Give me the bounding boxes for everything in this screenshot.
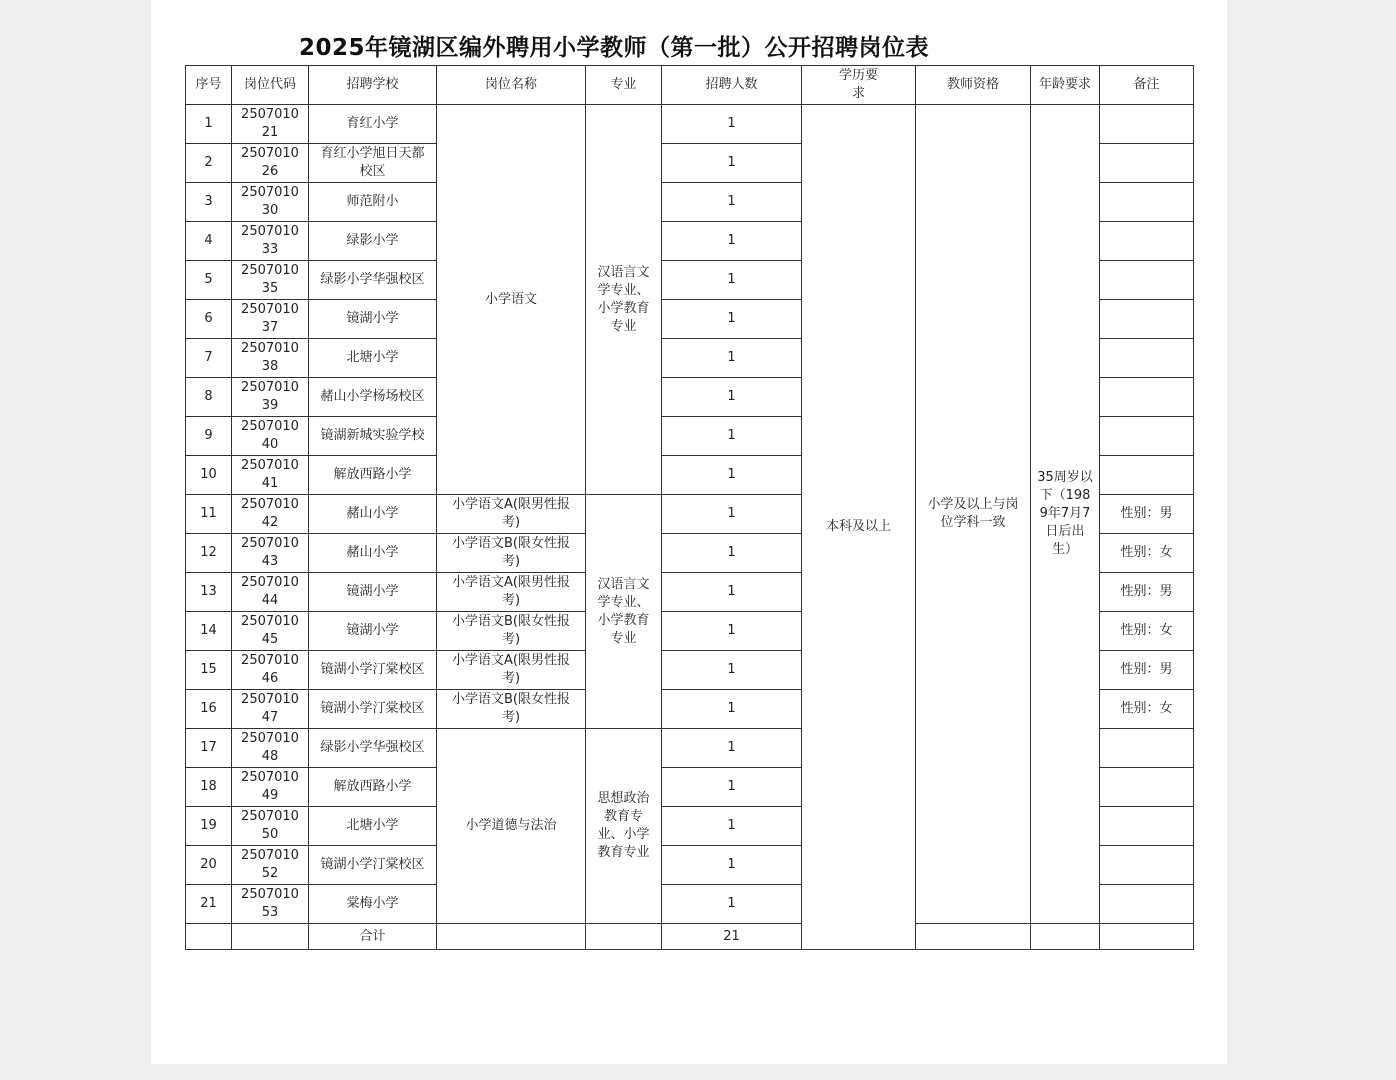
cell-count: 1: [662, 222, 802, 261]
total-label: 合计: [309, 924, 437, 950]
cell-note: [1100, 183, 1194, 222]
cell-note: [1100, 456, 1194, 495]
cell-position-group: 小学语文: [437, 105, 586, 495]
cell-count: 1: [662, 261, 802, 300]
cell-school: 育红小学旭日天都校区: [309, 144, 437, 183]
cell-code: 250701050: [232, 807, 309, 846]
header-education: 学历要求: [802, 66, 916, 105]
cell-note: 性别：男: [1100, 573, 1194, 612]
cell-index: 15: [186, 651, 232, 690]
cell-count: 1: [662, 690, 802, 729]
page-title: 2025年镜湖区编外聘用小学教师（第一批）公开招聘岗位表: [298, 35, 929, 61]
cell-school: 师范附小: [309, 183, 437, 222]
cell-school: 育红小学: [309, 105, 437, 144]
cell-count: 1: [662, 417, 802, 456]
cell-major-group: 汉语言文学专业、小学教育专业: [586, 495, 662, 729]
cell-major-group: 汉语言文学专业、小学教育专业: [586, 105, 662, 495]
header-note: 备注: [1100, 66, 1194, 105]
cell-school: 北塘小学: [309, 807, 437, 846]
cell-code: 250701048: [232, 729, 309, 768]
cell-count: 1: [662, 534, 802, 573]
table-body: [186, 105, 1194, 950]
cell-position: 小学语文B(限女性报考): [437, 534, 586, 573]
cell-education: 本科及以上: [802, 105, 916, 950]
header-school: 招聘学校: [309, 66, 437, 105]
cell-school: 赭山小学: [309, 495, 437, 534]
cell-code: 250701047: [232, 690, 309, 729]
total-empty-qualification: [916, 924, 1031, 950]
header-qualification: 教师资格: [916, 66, 1031, 105]
header-count: 招聘人数: [662, 66, 802, 105]
cell-school: 解放西路小学: [309, 456, 437, 495]
recruitment-table: [185, 65, 1194, 950]
cell-school: 赭山小学: [309, 534, 437, 573]
cell-position-group: 小学道德与法治: [437, 729, 586, 924]
cell-count: 1: [662, 768, 802, 807]
cell-code: 250701044: [232, 573, 309, 612]
cell-count: 1: [662, 846, 802, 885]
cell-index: 7: [186, 339, 232, 378]
cell-count: 1: [662, 300, 802, 339]
cell-note: [1100, 261, 1194, 300]
cell-school: 镜湖小学: [309, 573, 437, 612]
cell-count: 1: [662, 456, 802, 495]
cell-count: 1: [662, 144, 802, 183]
cell-note: [1100, 144, 1194, 183]
header-major: 专业: [586, 66, 662, 105]
cell-note: 性别：女: [1100, 612, 1194, 651]
cell-code: 250701042: [232, 495, 309, 534]
cell-count: 1: [662, 651, 802, 690]
cell-note: [1100, 807, 1194, 846]
cell-note: 性别：女: [1100, 534, 1194, 573]
cell-code: 250701026: [232, 144, 309, 183]
cell-code: 250701040: [232, 417, 309, 456]
cell-school: 解放西路小学: [309, 768, 437, 807]
cell-count: 1: [662, 339, 802, 378]
cell-age: 35周岁以下（1989年7月7日后出生）: [1031, 105, 1100, 924]
cell-index: 10: [186, 456, 232, 495]
cell-position: 小学语文A(限男性报考): [437, 651, 586, 690]
cell-school: 绿影小学: [309, 222, 437, 261]
table-row: [186, 105, 1194, 144]
cell-index: 3: [186, 183, 232, 222]
cell-count: 1: [662, 885, 802, 924]
cell-index: 17: [186, 729, 232, 768]
cell-count: 1: [662, 807, 802, 846]
cell-count: 1: [662, 183, 802, 222]
cell-count: 1: [662, 105, 802, 144]
cell-note: [1100, 768, 1194, 807]
cell-index: 18: [186, 768, 232, 807]
cell-school: 镜湖新城实验学校: [309, 417, 437, 456]
cell-school: 棠梅小学: [309, 885, 437, 924]
total-empty-major: [586, 924, 662, 950]
cell-count: 1: [662, 612, 802, 651]
cell-code: 250701052: [232, 846, 309, 885]
cell-school: 绿影小学华强校区: [309, 729, 437, 768]
cell-count: 1: [662, 729, 802, 768]
cell-code: 250701041: [232, 456, 309, 495]
cell-note: [1100, 417, 1194, 456]
cell-note: 性别：女: [1100, 690, 1194, 729]
cell-note: 性别：男: [1100, 495, 1194, 534]
cell-note: 性别：男: [1100, 651, 1194, 690]
cell-code: 250701043: [232, 534, 309, 573]
cell-school: 镜湖小学: [309, 612, 437, 651]
cell-index: 16: [186, 690, 232, 729]
cell-code: 250701033: [232, 222, 309, 261]
cell-note: [1100, 846, 1194, 885]
cell-code: 250701045: [232, 612, 309, 651]
cell-count: 1: [662, 378, 802, 417]
cell-school: 镜湖小学汀棠校区: [309, 690, 437, 729]
cell-index: 1: [186, 105, 232, 144]
cell-school: 赭山小学杨场校区: [309, 378, 437, 417]
cell-index: 12: [186, 534, 232, 573]
cell-index: 11: [186, 495, 232, 534]
cell-index: 14: [186, 612, 232, 651]
cell-code: 250701030: [232, 183, 309, 222]
cell-position: 小学语文B(限女性报考): [437, 612, 586, 651]
header-row: [186, 66, 1194, 105]
cell-index: 6: [186, 300, 232, 339]
total-empty-index: [186, 924, 232, 950]
cell-position: 小学语文A(限男性报考): [437, 573, 586, 612]
header-age: 年龄要求: [1031, 66, 1100, 105]
cell-position: 小学语文A(限男性报考): [437, 495, 586, 534]
cell-school: 北塘小学: [309, 339, 437, 378]
cell-note: [1100, 105, 1194, 144]
header-code: 岗位代码: [232, 66, 309, 105]
cell-school: 镜湖小学汀棠校区: [309, 651, 437, 690]
cell-index: 5: [186, 261, 232, 300]
cell-index: 13: [186, 573, 232, 612]
cell-school: 镜湖小学: [309, 300, 437, 339]
total-empty-age: [1031, 924, 1100, 950]
cell-index: 19: [186, 807, 232, 846]
cell-note: [1100, 300, 1194, 339]
cell-position: 小学语文B(限女性报考): [437, 690, 586, 729]
cell-school: 绿影小学华强校区: [309, 261, 437, 300]
cell-code: 250701039: [232, 378, 309, 417]
cell-index: 20: [186, 846, 232, 885]
cell-index: 4: [186, 222, 232, 261]
cell-school: 镜湖小学汀棠校区: [309, 846, 437, 885]
cell-code: 250701049: [232, 768, 309, 807]
total-empty-note: [1100, 924, 1194, 950]
cell-index: 2: [186, 144, 232, 183]
cell-index: 9: [186, 417, 232, 456]
total-empty-code: [232, 924, 309, 950]
cell-code: 250701038: [232, 339, 309, 378]
cell-code: 250701037: [232, 300, 309, 339]
cell-major-group: 思想政治教育专业、小学教育专业: [586, 729, 662, 924]
cell-count: 1: [662, 573, 802, 612]
cell-note: [1100, 222, 1194, 261]
cell-index: 8: [186, 378, 232, 417]
total-row: [186, 924, 1194, 950]
cell-note: [1100, 378, 1194, 417]
total-count: 21: [662, 924, 802, 950]
cell-note: [1100, 729, 1194, 768]
cell-code: 250701046: [232, 651, 309, 690]
header-position: 岗位名称: [437, 66, 586, 105]
cell-note: [1100, 885, 1194, 924]
header-index: 序号: [186, 66, 232, 105]
cell-code: 250701035: [232, 261, 309, 300]
total-empty-position: [437, 924, 586, 950]
cell-qualification: 小学及以上与岗位学科一致: [916, 105, 1031, 924]
cell-index: 21: [186, 885, 232, 924]
cell-code: 250701053: [232, 885, 309, 924]
cell-note: [1100, 339, 1194, 378]
cell-code: 250701021: [232, 105, 309, 144]
cell-count: 1: [662, 495, 802, 534]
